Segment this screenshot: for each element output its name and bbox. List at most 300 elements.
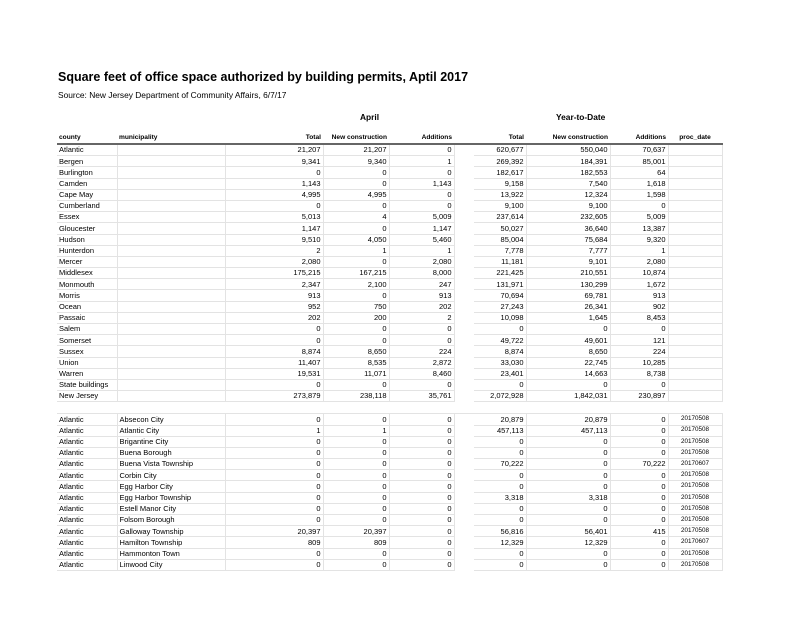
cell-ytd-total: 23,401 (474, 368, 526, 379)
cell-municipality (117, 346, 225, 357)
cell-ytd-total: 9,100 (474, 200, 526, 211)
cell-april-additions: 5,460 (389, 234, 454, 245)
table-row (57, 312, 722, 323)
cell-ytd-total: 0 (474, 515, 526, 526)
cell-proc-date (668, 167, 722, 178)
cell-proc-date (668, 357, 722, 368)
cell-ytd-total: 0 (474, 447, 526, 458)
cell-gap (454, 290, 474, 301)
cell-april-new-construction: 0 (323, 436, 389, 447)
cell-proc-date: 20170508 (668, 425, 722, 436)
cell-gap (454, 537, 474, 548)
cell-gap (454, 391, 474, 402)
cell-april-additions: 2 (389, 312, 454, 323)
cell-ytd-additions: 1,618 (610, 178, 668, 189)
cell-ytd-additions: 224 (610, 346, 668, 357)
cell-ytd-new-construction: 0 (526, 470, 610, 481)
cell-april-additions: 0 (389, 515, 454, 526)
col-header-april-additions: Additions (389, 134, 454, 144)
table-row (57, 379, 722, 390)
col-header-ytd-new-construction: New construction (526, 134, 610, 144)
cell-ytd-additions: 0 (610, 324, 668, 335)
col-header-proc-date: proc_date (668, 134, 722, 144)
cell-municipality (117, 178, 225, 189)
spacer-cell (323, 402, 389, 414)
cell-ytd-additions: 902 (610, 301, 668, 312)
cell-proc-date: 20170607 (668, 537, 722, 548)
cell-april-total: 1,143 (225, 178, 323, 189)
cell-ytd-additions: 0 (610, 481, 668, 492)
cell-municipality: Egg Harbor City (117, 481, 225, 492)
cell-county: Gloucester (57, 223, 117, 234)
cell-ytd-total: 0 (474, 503, 526, 514)
cell-ytd-additions: 85,001 (610, 156, 668, 167)
cell-municipality (117, 234, 225, 245)
cell-ytd-new-construction: 0 (526, 459, 610, 470)
cell-proc-date: 20170508 (668, 526, 722, 537)
cell-april-additions: 0 (389, 436, 454, 447)
cell-gap (454, 492, 474, 503)
table-row (57, 492, 722, 503)
cell-ytd-new-construction: 14,663 (526, 368, 610, 379)
cell-proc-date (668, 379, 722, 390)
cell-april-new-construction: 1 (323, 425, 389, 436)
cell-gap (454, 368, 474, 379)
table-row (57, 526, 722, 537)
cell-april-total: 19,531 (225, 368, 323, 379)
cell-ytd-additions: 10,874 (610, 268, 668, 279)
cell-ytd-new-construction: 232,605 (526, 212, 610, 223)
cell-proc-date (668, 156, 722, 167)
cell-april-additions: 0 (389, 425, 454, 436)
cell-gap (454, 144, 474, 156)
cell-april-total: 913 (225, 290, 323, 301)
cell-april-new-construction: 0 (323, 515, 389, 526)
cell-ytd-total: 221,425 (474, 268, 526, 279)
cell-proc-date (668, 312, 722, 323)
cell-ytd-new-construction: 130,299 (526, 279, 610, 290)
cell-county: Camden (57, 178, 117, 189)
cell-april-total: 809 (225, 537, 323, 548)
cell-ytd-additions: 0 (610, 515, 668, 526)
cell-gap (454, 459, 474, 470)
cell-ytd-total: 85,004 (474, 234, 526, 245)
table-row (57, 245, 722, 256)
cell-ytd-new-construction: 36,640 (526, 223, 610, 234)
spacer-cell (225, 402, 323, 414)
spacer-cell (668, 402, 722, 414)
cell-gap (454, 515, 474, 526)
cell-proc-date (668, 290, 722, 301)
cell-ytd-additions: 70,222 (610, 459, 668, 470)
cell-ytd-new-construction: 1,645 (526, 312, 610, 323)
cell-proc-date: 20170508 (668, 515, 722, 526)
col-header-april-total: Total (225, 134, 323, 144)
cell-ytd-additions: 415 (610, 526, 668, 537)
cell-county: Atlantic (57, 492, 117, 503)
cell-ytd-additions: 13,387 (610, 223, 668, 234)
cell-gap (454, 357, 474, 368)
cell-april-additions: 202 (389, 301, 454, 312)
cell-municipality: Atlantic City (117, 425, 225, 436)
cell-april-additions: 913 (389, 290, 454, 301)
cell-county: Burlington (57, 167, 117, 178)
cell-gap (454, 436, 474, 447)
cell-municipality (117, 144, 225, 156)
cell-gap (454, 200, 474, 211)
table-row (57, 167, 722, 178)
cell-county: Atlantic (57, 447, 117, 458)
cell-april-total: 273,879 (225, 391, 323, 402)
cell-municipality (117, 312, 225, 323)
cell-april-new-construction: 9,340 (323, 156, 389, 167)
cell-gap (454, 234, 474, 245)
table-row (57, 178, 722, 189)
table-row (57, 256, 722, 267)
table-row (57, 515, 722, 526)
cell-ytd-total: 457,113 (474, 425, 526, 436)
cell-april-new-construction: 2,100 (323, 279, 389, 290)
cell-april-new-construction: 167,215 (323, 268, 389, 279)
cell-proc-date (668, 200, 722, 211)
table-row (57, 234, 722, 245)
cell-county: Mercer (57, 256, 117, 267)
table-row (57, 189, 722, 200)
cell-municipality (117, 167, 225, 178)
cell-april-additions: 0 (389, 379, 454, 390)
cell-april-additions: 2,872 (389, 357, 454, 368)
cell-ytd-total: 9,158 (474, 178, 526, 189)
cell-county: Hudson (57, 234, 117, 245)
cell-gap (454, 245, 474, 256)
cell-april-new-construction: 4,995 (323, 189, 389, 200)
cell-april-total: 0 (225, 459, 323, 470)
cell-proc-date (668, 335, 722, 346)
cell-april-new-construction: 20,397 (323, 526, 389, 537)
cell-april-new-construction: 0 (323, 492, 389, 503)
cell-april-additions: 0 (389, 324, 454, 335)
cell-county: Atlantic (57, 526, 117, 537)
cell-proc-date (668, 223, 722, 234)
cell-april-additions: 0 (389, 447, 454, 458)
cell-municipality (117, 212, 225, 223)
cell-county: Ocean (57, 301, 117, 312)
cell-ytd-additions: 0 (610, 537, 668, 548)
permits-table (57, 134, 723, 571)
cell-proc-date: 20170508 (668, 447, 722, 458)
cell-april-additions: 0 (389, 481, 454, 492)
spacer-cell (474, 402, 526, 414)
cell-gap (454, 268, 474, 279)
report-title: Square feet of office space authorized by building permits, Aptil 2017 (58, 70, 469, 84)
cell-april-new-construction: 21,207 (323, 144, 389, 156)
spacer-cell (526, 402, 610, 414)
cell-municipality: Linwood City (117, 559, 225, 570)
cell-proc-date: 20170508 (668, 436, 722, 447)
table-row (57, 346, 722, 357)
cell-municipality: Estell Manor City (117, 503, 225, 514)
cell-april-total: 0 (225, 335, 323, 346)
cell-april-additions: 1 (389, 245, 454, 256)
cell-gap (454, 470, 474, 481)
cell-ytd-new-construction: 0 (526, 559, 610, 570)
cell-municipality: Hammonton Town (117, 548, 225, 559)
table-row (57, 357, 722, 368)
cell-ytd-additions: 8,453 (610, 312, 668, 323)
cell-proc-date: 20170508 (668, 481, 722, 492)
cell-april-new-construction: 0 (323, 459, 389, 470)
table-row (57, 548, 722, 559)
cell-ytd-additions: 0 (610, 559, 668, 570)
cell-ytd-new-construction: 49,601 (526, 335, 610, 346)
cell-ytd-total: 237,614 (474, 212, 526, 223)
cell-april-new-construction: 0 (323, 503, 389, 514)
table-row (57, 447, 722, 458)
cell-ytd-total: 0 (474, 481, 526, 492)
cell-april-new-construction: 8,535 (323, 357, 389, 368)
cell-ytd-total: 70,694 (474, 290, 526, 301)
cell-ytd-additions: 0 (610, 436, 668, 447)
cell-municipality (117, 279, 225, 290)
cell-april-total: 0 (225, 436, 323, 447)
cell-county: Atlantic (57, 425, 117, 436)
cell-april-new-construction: 0 (323, 379, 389, 390)
cell-county: Atlantic (57, 503, 117, 514)
cell-ytd-new-construction: 0 (526, 436, 610, 447)
cell-proc-date (668, 391, 722, 402)
cell-proc-date (668, 301, 722, 312)
cell-ytd-total: 269,392 (474, 156, 526, 167)
cell-ytd-new-construction: 56,401 (526, 526, 610, 537)
cell-ytd-total: 3,318 (474, 492, 526, 503)
cell-ytd-total: 0 (474, 379, 526, 390)
cell-ytd-new-construction: 0 (526, 379, 610, 390)
cell-ytd-new-construction: 69,781 (526, 290, 610, 301)
cell-april-new-construction: 0 (323, 447, 389, 458)
cell-gap (454, 548, 474, 559)
cell-april-additions: 8,000 (389, 268, 454, 279)
cell-april-total: 8,874 (225, 346, 323, 357)
table-row (57, 481, 722, 492)
spacer-cell (389, 402, 454, 414)
cell-county: Atlantic (57, 537, 117, 548)
cell-municipality: Brigantine City (117, 436, 225, 447)
cell-ytd-total: 182,617 (474, 167, 526, 178)
cell-county: Atlantic (57, 548, 117, 559)
cell-county: Atlantic (57, 144, 117, 156)
cell-april-new-construction: 0 (323, 559, 389, 570)
cell-municipality: Folsom Borough (117, 515, 225, 526)
cell-april-new-construction: 0 (323, 167, 389, 178)
cell-april-new-construction: 0 (323, 200, 389, 211)
cell-proc-date: 20170508 (668, 414, 722, 425)
cell-gap (454, 212, 474, 223)
cell-gap (454, 447, 474, 458)
cell-municipality: Buena Borough (117, 447, 225, 458)
cell-april-additions: 0 (389, 470, 454, 481)
cell-county: Atlantic (57, 436, 117, 447)
cell-ytd-new-construction: 20,879 (526, 414, 610, 425)
cell-ytd-new-construction: 0 (526, 548, 610, 559)
cell-april-additions: 1,143 (389, 178, 454, 189)
cell-april-new-construction: 200 (323, 312, 389, 323)
cell-ytd-total: 10,098 (474, 312, 526, 323)
cell-ytd-new-construction: 9,101 (526, 256, 610, 267)
cell-april-new-construction: 238,118 (323, 391, 389, 402)
cell-ytd-total: 33,030 (474, 357, 526, 368)
table-row (57, 324, 722, 335)
cell-gap (454, 414, 474, 425)
cell-gap (454, 156, 474, 167)
cell-april-additions: 8,460 (389, 368, 454, 379)
cell-april-total: 20,397 (225, 526, 323, 537)
cell-county: Atlantic (57, 559, 117, 570)
column-header-row (57, 134, 722, 144)
cell-municipality (117, 268, 225, 279)
cell-ytd-new-construction: 0 (526, 503, 610, 514)
cell-ytd-additions: 2,080 (610, 256, 668, 267)
cell-april-additions: 0 (389, 537, 454, 548)
cell-ytd-total: 27,243 (474, 301, 526, 312)
cell-april-total: 202 (225, 312, 323, 323)
cell-april-total: 9,341 (225, 156, 323, 167)
table-row (57, 503, 722, 514)
cell-ytd-additions: 0 (610, 379, 668, 390)
cell-ytd-new-construction: 12,329 (526, 537, 610, 548)
cell-ytd-total: 131,971 (474, 279, 526, 290)
cell-april-additions: 0 (389, 335, 454, 346)
cell-april-additions: 1,147 (389, 223, 454, 234)
cell-april-total: 0 (225, 515, 323, 526)
table-row (57, 436, 722, 447)
cell-april-total: 5,013 (225, 212, 323, 223)
cell-municipality (117, 223, 225, 234)
cell-municipality (117, 391, 225, 402)
cell-ytd-total: 70,222 (474, 459, 526, 470)
cell-proc-date (668, 189, 722, 200)
cell-municipality (117, 189, 225, 200)
cell-april-new-construction: 0 (323, 481, 389, 492)
cell-ytd-additions: 0 (610, 425, 668, 436)
table-row (57, 200, 722, 211)
cell-county: Atlantic (57, 481, 117, 492)
cell-ytd-total: 20,879 (474, 414, 526, 425)
cell-gap (454, 189, 474, 200)
cell-april-total: 4,995 (225, 189, 323, 200)
cell-gap (454, 256, 474, 267)
cell-gap (454, 301, 474, 312)
table-row (57, 156, 722, 167)
cell-municipality (117, 379, 225, 390)
col-header-county: county (57, 134, 117, 144)
cell-proc-date (668, 279, 722, 290)
cell-proc-date: 20170508 (668, 559, 722, 570)
cell-ytd-additions: 1 (610, 245, 668, 256)
cell-county: Middlesex (57, 268, 117, 279)
cell-april-additions: 1 (389, 156, 454, 167)
spacer-cell (454, 402, 474, 414)
cell-gap (454, 223, 474, 234)
cell-ytd-additions: 0 (610, 492, 668, 503)
cell-april-total: 175,215 (225, 268, 323, 279)
cell-municipality (117, 324, 225, 335)
cell-april-total: 21,207 (225, 144, 323, 156)
cell-municipality: Galloway Township (117, 526, 225, 537)
cell-april-additions: 0 (389, 144, 454, 156)
cell-april-total: 952 (225, 301, 323, 312)
cell-april-total: 9,510 (225, 234, 323, 245)
cell-ytd-total: 49,722 (474, 335, 526, 346)
cell-april-additions: 0 (389, 492, 454, 503)
cell-ytd-additions: 0 (610, 447, 668, 458)
cell-county: Somerset (57, 335, 117, 346)
cell-ytd-new-construction: 9,100 (526, 200, 610, 211)
cell-ytd-additions: 10,285 (610, 357, 668, 368)
cell-april-new-construction: 0 (323, 256, 389, 267)
cell-proc-date (668, 212, 722, 223)
cell-proc-date (668, 324, 722, 335)
cell-april-new-construction: 4 (323, 212, 389, 223)
table-row (57, 335, 722, 346)
cell-county: Morris (57, 290, 117, 301)
cell-municipality (117, 301, 225, 312)
table-row (57, 301, 722, 312)
cell-ytd-total: 56,816 (474, 526, 526, 537)
cell-ytd-additions: 913 (610, 290, 668, 301)
cell-ytd-new-construction: 1,842,031 (526, 391, 610, 402)
cell-county: Monmouth (57, 279, 117, 290)
cell-ytd-new-construction: 75,684 (526, 234, 610, 245)
cell-county: Essex (57, 212, 117, 223)
cell-ytd-additions: 64 (610, 167, 668, 178)
cell-county: Union (57, 357, 117, 368)
cell-ytd-new-construction: 8,650 (526, 346, 610, 357)
cell-april-additions: 0 (389, 548, 454, 559)
cell-april-new-construction: 750 (323, 301, 389, 312)
cell-ytd-total: 0 (474, 548, 526, 559)
cell-gap (454, 526, 474, 537)
cell-proc-date: 20170508 (668, 503, 722, 514)
cell-april-total: 0 (225, 447, 323, 458)
cell-april-total: 0 (225, 200, 323, 211)
cell-april-additions: 0 (389, 167, 454, 178)
cell-april-new-construction: 0 (323, 290, 389, 301)
cell-municipality (117, 357, 225, 368)
cell-municipality: Buena Vista Township (117, 459, 225, 470)
cell-ytd-new-construction: 210,551 (526, 268, 610, 279)
cell-april-additions: 0 (389, 559, 454, 570)
table-row (57, 212, 722, 223)
cell-ytd-new-construction: 550,040 (526, 144, 610, 156)
cell-april-additions: 247 (389, 279, 454, 290)
cell-april-new-construction: 0 (323, 223, 389, 234)
cell-april-additions: 0 (389, 200, 454, 211)
cell-gap (454, 425, 474, 436)
cell-ytd-total: 2,072,928 (474, 391, 526, 402)
cell-ytd-total: 8,874 (474, 346, 526, 357)
report-source: Source: New Jersey Department of Community Affairs, 6/7/17 (58, 90, 287, 100)
cell-ytd-total: 7,778 (474, 245, 526, 256)
cell-ytd-new-construction: 22,745 (526, 357, 610, 368)
cell-municipality (117, 256, 225, 267)
cell-april-additions: 0 (389, 503, 454, 514)
cell-county: Atlantic (57, 515, 117, 526)
cell-county: Salem (57, 324, 117, 335)
cell-ytd-additions: 0 (610, 200, 668, 211)
cell-gap (454, 559, 474, 570)
cell-municipality: Hamilton Township (117, 537, 225, 548)
cell-county: State buildings (57, 379, 117, 390)
